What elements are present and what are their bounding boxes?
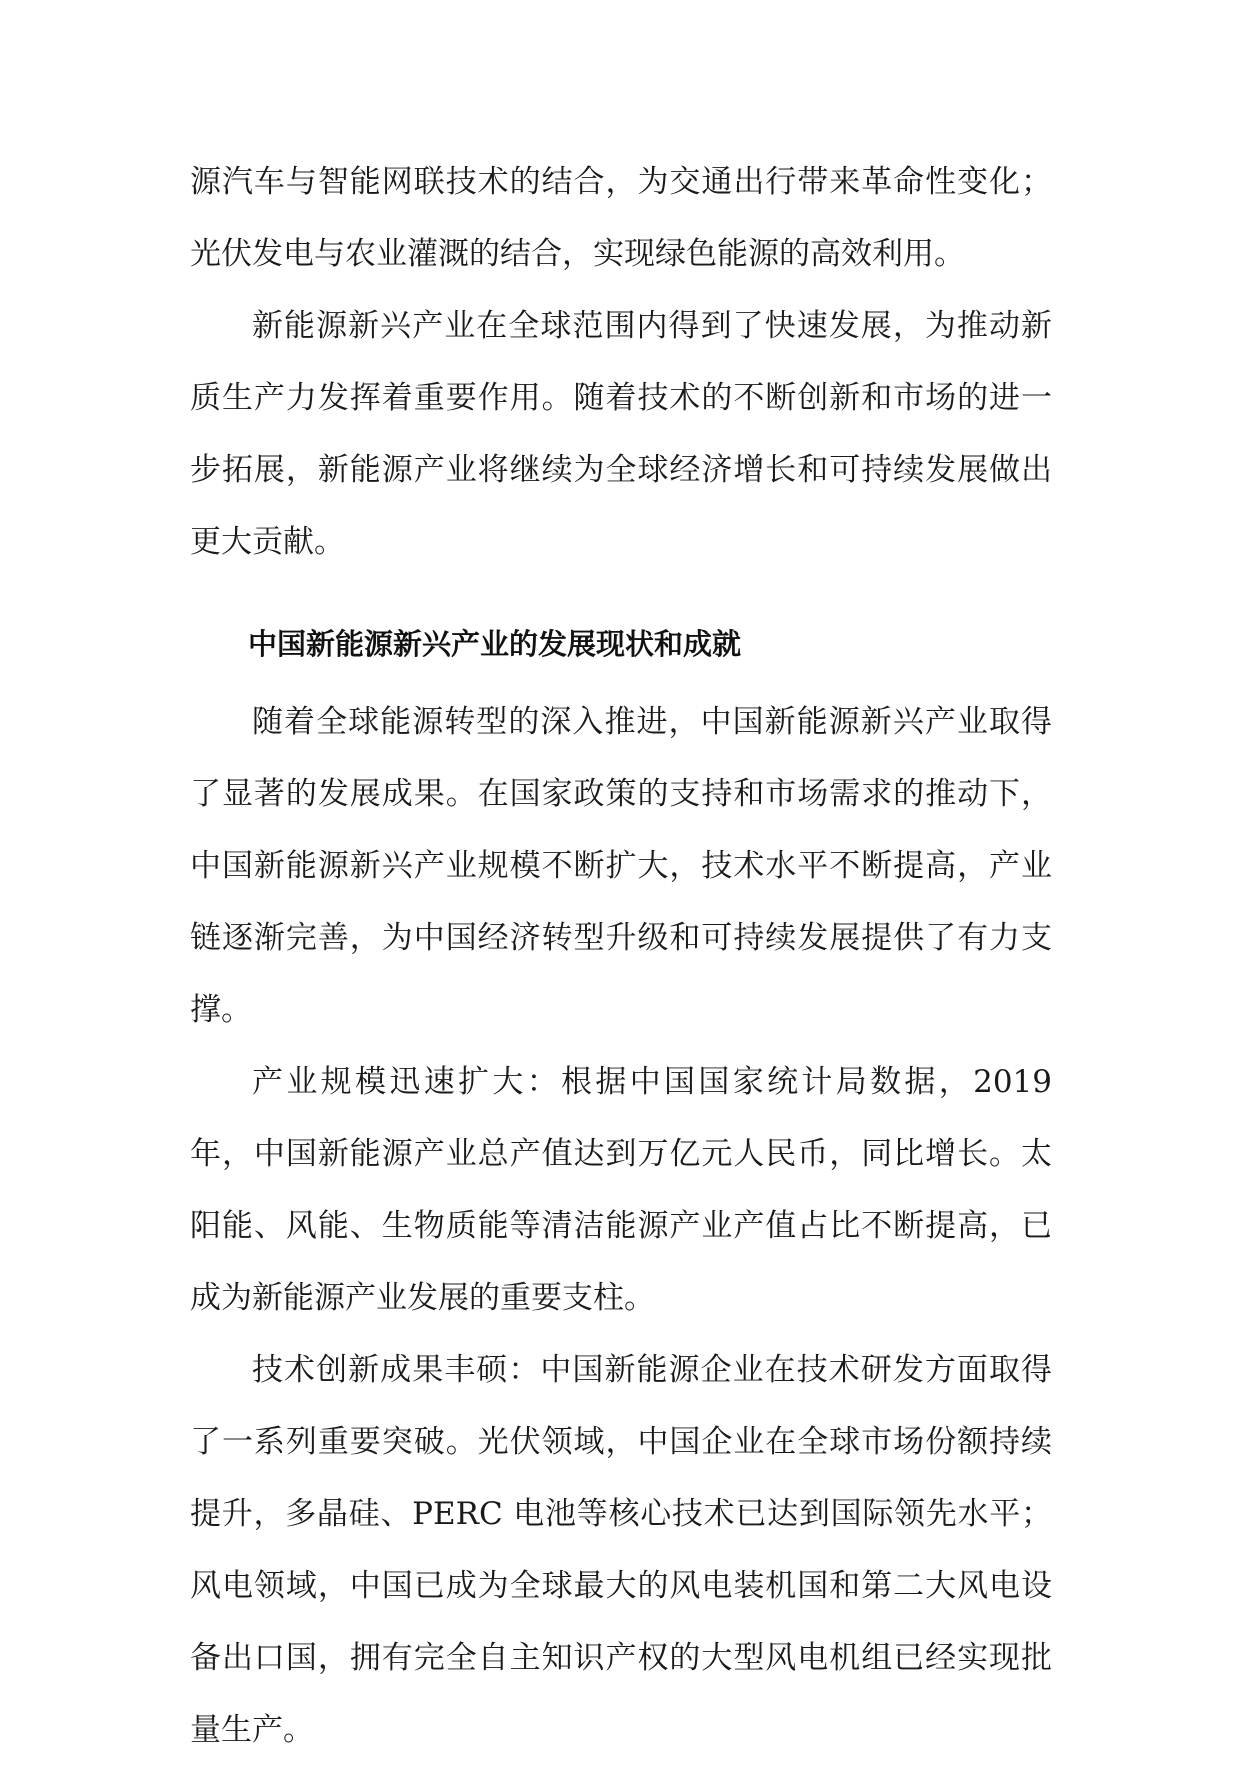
section-heading: 中国新能源新兴产业的发展现状和成就 xyxy=(248,627,742,661)
paragraph-china-intro: 随着全球能源转型的深入推进，中国新能源新兴产业取得了显著的发展成果。在国家政策的支持和市场需求的推动下，中国新能源新兴产业规模不断扩大，技术水平不断提高，产业链逐渐完善，为中国经济转型升级和可持续发展提供了有力支撑。 xyxy=(190,704,1052,1028)
paragraph-continued: 源汽车与智能网联技术的结合，为交通出行带来革命性变化；光伏发电与农业灌溉的结合，实现绿色能源的高效利用。 xyxy=(190,164,1052,272)
paragraph-tech-innovation: 技术创新成果丰硕：中国新能源企业在技术研发方面取得了一系列重要突破。光伏领域，中国企业在全球市场份额持续提升，多晶硅、PERC 电池等核心技术已达到国际领先水平；风电领域，中国已成为全球最大的风电装机国和第二大风电设备出口国，拥有完全自主知识产权的大型风电机组已经实现批量生产。 xyxy=(190,1352,1052,1748)
paragraph-global-overview: 新能源新兴产业在全球范围内得到了快速发展，为推动新质生产力发挥着重要作用。随着技术的不断创新和市场的进一步拓展，新能源产业将继续为全球经济增长和可持续发展做出更大贡献。 xyxy=(190,308,1052,560)
paragraph-industry-scale: 产业规模迅速扩大：根据中国国家统计局数据，2019 年，中国新能源产业总产值达到万亿元人民币，同比增长。太阳能、风能、生物质能等清洁能源产业产值占比不断提高，已成为新能源产业发展的重要支柱。 xyxy=(190,1064,1052,1316)
document-body xyxy=(190,146,1052,1766)
